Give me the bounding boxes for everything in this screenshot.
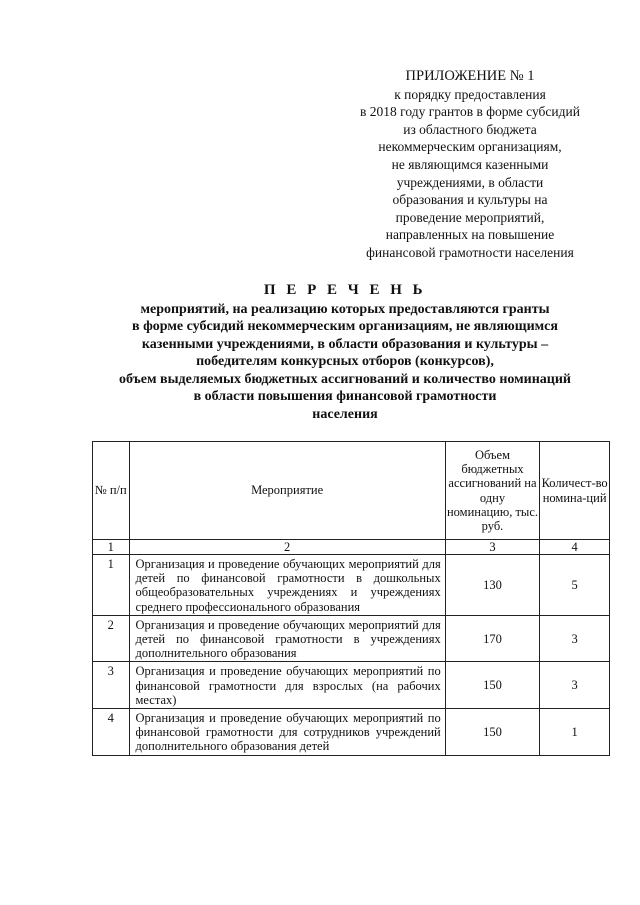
heading-line: объем выделяемых бюджетных ассигнований и количество номинаций — [118, 371, 571, 387]
column-index: 4 — [540, 540, 610, 555]
row-number: 2 — [93, 615, 130, 662]
header-count: Количест-во номина-ций — [540, 442, 610, 540]
heading-line: победителям конкурсных отборов (конкурсов), — [196, 354, 494, 369]
row-budget: 130 — [445, 555, 540, 616]
row-count: 1 — [540, 709, 610, 756]
document-title: П Е Р Е Ч Е Н Ь — [263, 282, 427, 298]
heading-line: мероприятий, на реализацию которых предоставляются гранты — [140, 301, 550, 317]
table-row — [93, 615, 610, 662]
row-event: Организация и проведение обучающих мероприятий по финансовой грамотности для взрослых (на рабочих местах) — [129, 662, 445, 709]
header-budget: Объем бюджетных ассигнований на одну номинацию, тыс. руб. — [445, 442, 540, 540]
heading-line: населения — [312, 406, 378, 422]
column-index: 3 — [445, 540, 540, 555]
header-event: Мероприятие — [129, 442, 445, 540]
appendix-line: в 2018 году грантов в форме субсидий — [360, 104, 580, 120]
appendix-block — [330, 68, 610, 262]
column-index: 1 — [93, 540, 130, 555]
column-index-row — [93, 540, 610, 555]
appendix-line: из областного бюджета — [403, 121, 537, 137]
table-row — [93, 709, 610, 756]
row-count: 3 — [540, 662, 610, 709]
appendix-line: направленных на повышение — [385, 227, 555, 243]
row-number: 4 — [93, 709, 130, 756]
heading-line: в форме субсидий некоммерческим организациям, не являющимся — [132, 319, 558, 334]
row-event: Организация и проведение обучающих мероприятий для детей по финансовой грамотности в учреждениях дополнительного образования — [129, 615, 445, 662]
appendix-title: ПРИЛОЖЕНИЕ № 1 — [405, 68, 535, 84]
row-count: 5 — [540, 555, 610, 616]
row-number: 1 — [93, 555, 130, 616]
row-budget: 170 — [445, 615, 540, 662]
row-count: 3 — [540, 615, 610, 662]
appendix-line: не являющимся казенными — [391, 156, 549, 172]
table-row — [93, 662, 610, 709]
document-heading — [80, 282, 610, 423]
header-number: № п/п — [93, 442, 130, 540]
row-number: 3 — [93, 662, 130, 709]
events-table — [92, 441, 610, 756]
row-budget: 150 — [445, 709, 540, 756]
column-index: 2 — [129, 540, 445, 555]
heading-line: казенными учреждениями, в области образования и культуры – — [141, 336, 549, 352]
heading-line: в области повышения финансовой грамотности — [193, 389, 497, 404]
table-row — [93, 555, 610, 616]
row-budget: 150 — [445, 662, 540, 709]
appendix-line: финансовой грамотности населения — [366, 244, 574, 260]
appendix-line: образования и культуры на — [392, 192, 548, 208]
row-event: Организация и проведение обучающих мероприятий по финансовой грамотности для сотрудников учреждений дополнительного образования детей — [129, 709, 445, 756]
appendix-line: учреждениями, в области — [396, 174, 544, 190]
row-event: Организация и проведение обучающих мероприятий для детей по финансовой грамотности в дошкольных общеобразовательных учреждениях и учреждениях среднего профессионального образования — [129, 555, 445, 616]
appendix-line: проведение мероприятий, — [395, 209, 545, 225]
appendix-line: к порядку предоставления — [394, 86, 546, 102]
table-header-row — [93, 442, 610, 540]
appendix-line: некоммерческим организациям, — [378, 139, 562, 155]
